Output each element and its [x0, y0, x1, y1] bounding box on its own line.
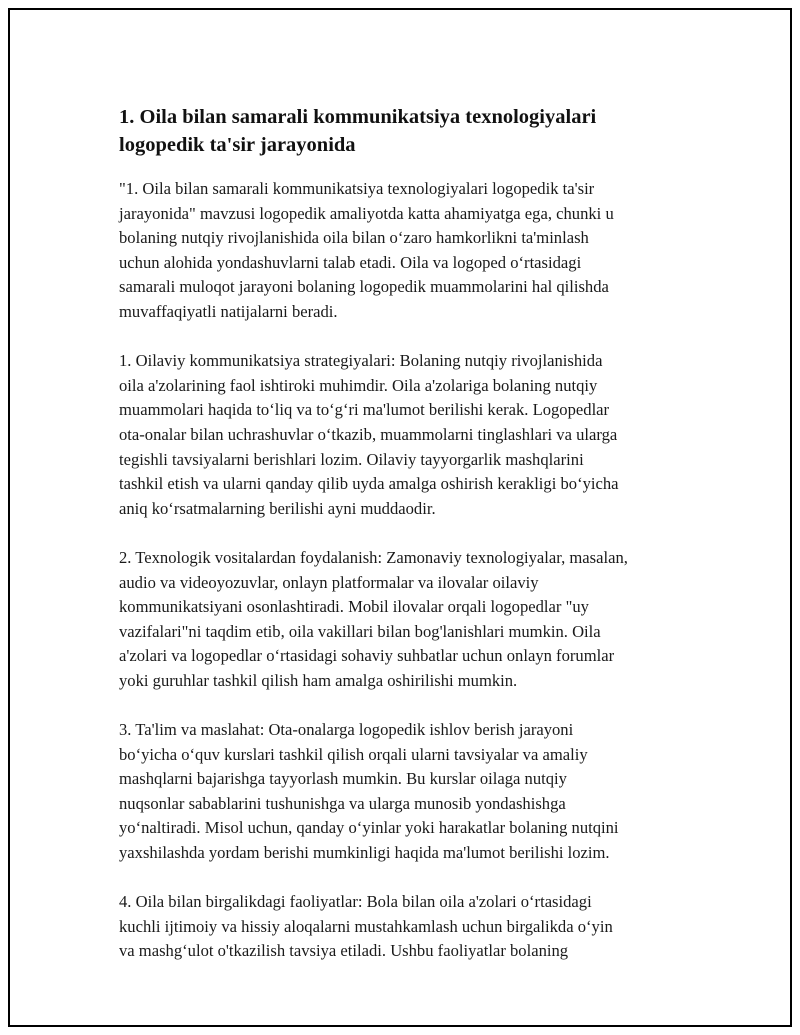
text-line: va mashg‘ulot o'tkazilish tavsiya etiladi. Ushbu faoliyatlar bolaning — [119, 941, 569, 961]
text-line: yo‘naltiradi. Misol uchun, qanday o‘yinlar yoki harakatlar bolaning nutqini — [119, 818, 619, 838]
text-line: muvaffaqiyatli natijalarni beradi. — [119, 301, 338, 321]
paragraph-intro — [119, 177, 699, 325]
title-line: 1. Oila bilan samarali kommunikatsiya texnologiyalari — [119, 106, 597, 128]
text-line: mashqlarni bajarishga tayyorlash mumkin. Bu kurslar oilaga nutqiy — [119, 769, 567, 789]
text-line: yoki guruhlar tashkil qilish ham amalga oshirilishi mumkin. — [119, 670, 518, 690]
paragraph-education-and-advice — [119, 718, 699, 866]
document-title — [119, 103, 699, 159]
text-line: ota-onalar bilan uchrashuvlar o‘tkazib, muammolarni tinglashlari va ularga — [119, 424, 618, 444]
text-line: a'zolari va logopedlar o‘rtasidagi sohaviy suhbatlar uchun onlayn forumlar — [119, 646, 615, 666]
paragraph-family-communication-strategies — [119, 349, 699, 521]
text-line: 4. Oila bilan birgalikdagi faoliyatlar: Bola bilan oila a'zolari o‘rtasidagi — [119, 892, 592, 912]
text-line: bolaning nutqiy rivojlanishida oila bilan o‘zaro hamkorlikni ta'minlash — [119, 228, 589, 248]
text-line: nuqsonlar sabablarini tushunishga va ularga munosib yondashishga — [119, 793, 566, 813]
text-line: tegishli tavsiyalarni berishlari lozim. Oilaviy tayyorgarlik mashqlarini — [119, 449, 584, 469]
text-line: audio va videoyozuvlar, onlayn platformalar va ilovalar oilaviy — [119, 572, 539, 592]
text-line: oila a'zolarining faol ishtiroki muhimdir. Oila a'zolariga bolaning nutqiy — [119, 375, 598, 395]
text-line: aniq ko‘rsatmalarning berilishi ayni muddaodir. — [119, 498, 436, 518]
text-line: muammolari haqida to‘liq va to‘g‘ri ma'lumot berilishi kerak. Logopedlar — [119, 400, 610, 420]
text-line: samarali muloqot jarayoni bolaning logopedik muammolarini hal qilishda — [119, 277, 609, 297]
text-line: tashkil etish va ularni qanday qilib uyda amalga oshirish kerakligi bo‘yicha — [119, 474, 619, 494]
paragraph-joint-activities — [119, 890, 699, 964]
text-line: bo‘yicha o‘quv kurslari tashkil qilish orqali ularni tavsiyalar va amaliy — [119, 744, 588, 764]
text-line: jarayonida" mavzusi logopedik amaliyotda katta ahamiyatga ega, chunki u — [119, 203, 614, 223]
title-line: logopedik ta'sir jarayonida — [119, 134, 356, 156]
text-line: 3. Ta'lim va maslahat: Ota-onalarga logopedik ishlov berish jarayoni — [119, 720, 574, 740]
text-line: kommunikatsiyani osonlashtiradi. Mobil ilovalar orqali logopedlar "uy — [119, 597, 589, 617]
document-body — [119, 103, 699, 989]
text-line: "1. Oila bilan samarali kommunikatsiya texnologiyalari logopedik ta'sir — [119, 179, 595, 198]
text-line: 1. Oilaviy kommunikatsiya strategiyalari: Bolaning nutqiy rivojlanishida — [119, 351, 603, 371]
text-line: uchun alohida yondashuvlarni talab etadi. Oila va logoped o‘rtasidagi — [119, 252, 582, 272]
page-frame — [8, 8, 792, 1027]
text-line: 2. Texnologik vositalardan foydalanish: Zamonaviy texnologiyalar, masalan, — [119, 547, 628, 567]
text-line: kuchli ijtimoiy va hissiy aloqalarni mustahkamlash uchun birgalikda o‘yin — [119, 916, 613, 936]
text-line: vazifalari"ni taqdim etib, oila vakillari bilan bog'lanishlari mumkin. Oila — [119, 621, 601, 641]
text-line: yaxshilashda yordam berishi mumkinligi haqida ma'lumot berilishi lozim. — [119, 843, 610, 863]
paragraph-technological-tools — [119, 546, 699, 694]
